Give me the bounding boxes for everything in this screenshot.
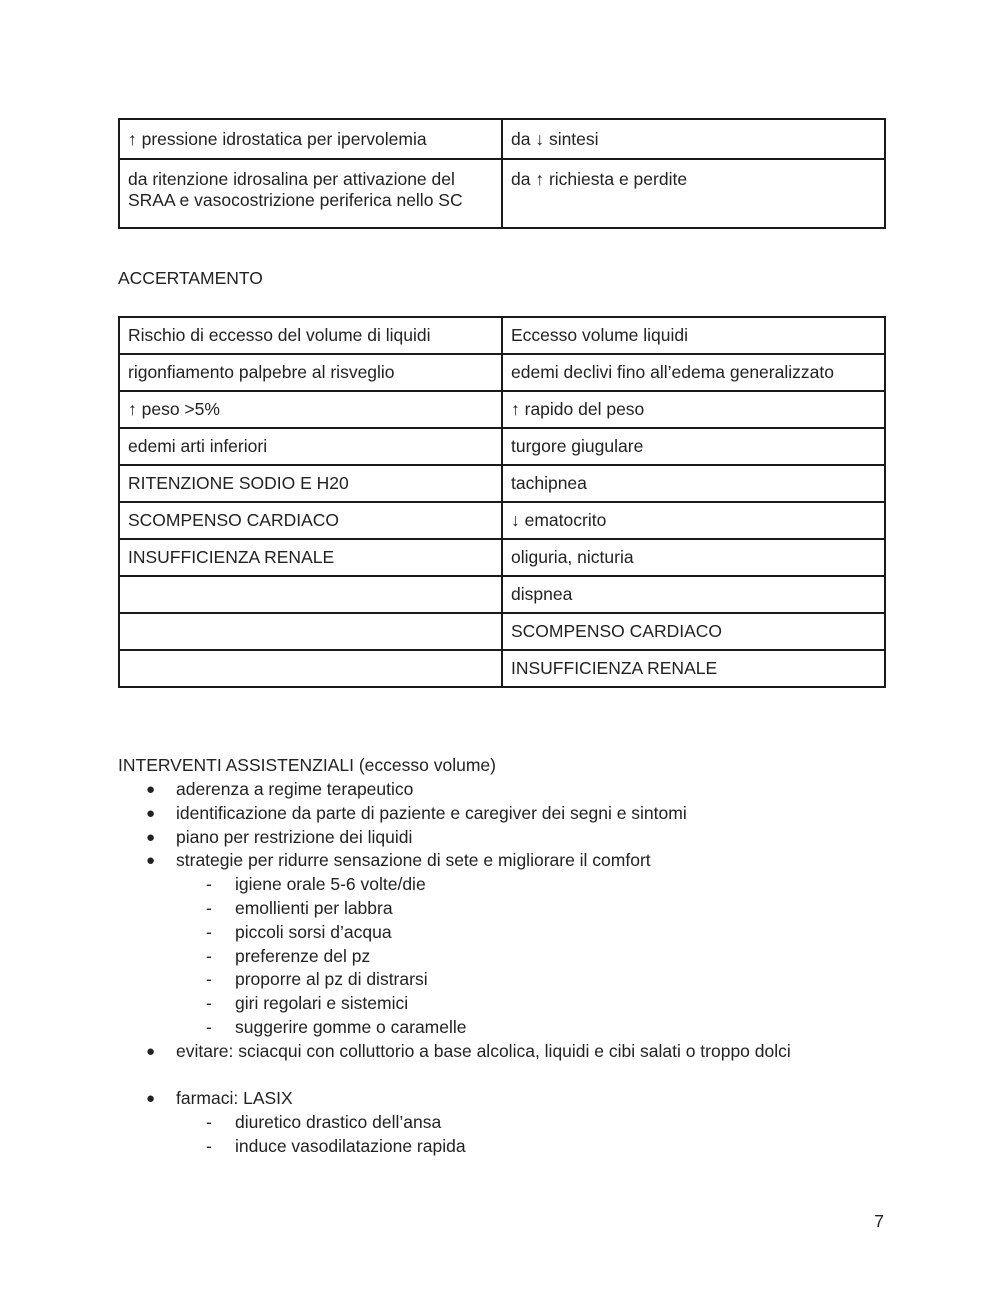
table-cell: oliguria, nicturia xyxy=(502,539,885,576)
sublist-item-text: piccoli sorsi d’acqua xyxy=(235,921,392,942)
list-item-text: farmaci: LASIX xyxy=(176,1088,293,1109)
sublist-item xyxy=(176,921,878,945)
table-cell: RITENZIONE SODIO E H20 xyxy=(119,465,502,502)
sublist-item xyxy=(176,1016,878,1040)
sublist-item xyxy=(176,897,878,921)
bullet-icon: ● xyxy=(146,781,156,798)
dash-icon: - xyxy=(206,969,212,990)
table-cell xyxy=(119,576,502,613)
dash-icon: - xyxy=(206,874,212,895)
comfort-sublist xyxy=(176,873,878,1040)
dash-icon: - xyxy=(206,1135,212,1156)
section-heading-interventi: INTERVENTI ASSISTENZIALI (eccesso volume) xyxy=(118,755,496,775)
bullet-icon: ● xyxy=(146,1042,156,1060)
dash-icon: - xyxy=(206,1016,212,1037)
dash-icon: - xyxy=(206,897,212,918)
sublist-item xyxy=(176,873,878,897)
table-row xyxy=(119,465,885,502)
dash-icon: - xyxy=(206,993,212,1014)
sublist-item xyxy=(176,1111,878,1135)
table-cell: INSUFFICIENZA RENALE xyxy=(119,539,502,576)
table-cell: Eccesso volume liquidi xyxy=(502,317,885,354)
list-item-text: strategie per ridurre sensazione di sete e migliorare il comfort xyxy=(176,850,651,871)
page-number: 7 xyxy=(874,1211,884,1231)
table-cell: ↑ pressione idrostatica per ipervolemia xyxy=(119,119,502,159)
list-item xyxy=(118,826,878,850)
dash-icon: - xyxy=(206,945,212,966)
bullet-icon: ● xyxy=(146,804,156,822)
sublist-item-text: giri regolari e sistemici xyxy=(235,993,409,1014)
table-row xyxy=(119,428,885,465)
table-row xyxy=(119,502,885,539)
table-cell: edemi declivi fino all’edema generalizzato xyxy=(502,354,885,391)
table-cell: SCOMPENSO CARDIACO xyxy=(119,502,502,539)
bullet-icon: ● xyxy=(146,828,156,846)
table-cell: edemi arti inferiori xyxy=(119,428,502,465)
table-row xyxy=(119,119,885,159)
sublist-item-text: igiene orale 5-6 volte/die xyxy=(235,874,426,895)
table-cell: Rischio di eccesso del volume di liquidi xyxy=(119,317,502,354)
list-item xyxy=(118,802,878,826)
table-cell: dispnea xyxy=(502,576,885,613)
table-cell: da ↑ richiesta e perdite xyxy=(502,159,885,228)
table-row xyxy=(119,391,885,428)
sublist-item-text: emollienti per labbra xyxy=(235,897,393,918)
table-cell xyxy=(119,650,502,687)
list-item-text: piano per restrizione dei liquidi xyxy=(176,826,413,847)
sublist-item-text: suggerire gomme o caramelle xyxy=(235,1016,467,1037)
table-cell xyxy=(119,613,502,650)
lasix-sublist xyxy=(176,1111,878,1159)
table-cell: da ↓ sintesi xyxy=(502,119,885,159)
list-item xyxy=(118,778,878,802)
list-item xyxy=(118,1040,878,1064)
sublist-item xyxy=(176,945,878,969)
table-cell: ↓ ematocrito xyxy=(502,502,885,539)
sublist-item-text: preferenze del pz xyxy=(235,945,371,966)
table-cell: tachipnea xyxy=(502,465,885,502)
table-cell: ↑ rapido del peso xyxy=(502,391,885,428)
sublist-item xyxy=(176,992,878,1016)
table-row xyxy=(119,354,885,391)
accertamento-table xyxy=(118,316,886,688)
sublist-item-text: proporre al pz di distrarsi xyxy=(235,969,428,990)
dash-icon: - xyxy=(206,1112,212,1133)
table-cell: da ritenzione idrosalina per attivazione del SRAA e vasocostrizione periferica nello SC xyxy=(119,159,502,228)
table-cell: SCOMPENSO CARDIACO xyxy=(502,613,885,650)
table-row xyxy=(119,650,885,687)
interventi-list xyxy=(118,778,878,1159)
table-row xyxy=(119,317,885,354)
table-cell: turgore giugulare xyxy=(502,428,885,465)
table-cell: INSUFFICIENZA RENALE xyxy=(502,650,885,687)
list-item-text: evitare: sciacqui con colluttorio a base alcolica, liquidi e cibi salati o troppo dolci xyxy=(176,1040,791,1061)
table-row xyxy=(119,159,885,228)
list-item xyxy=(118,849,878,1039)
table-row xyxy=(119,613,885,650)
sublist-item xyxy=(176,1135,878,1159)
list-item-text: identificazione da parte di paziente e caregiver dei segni e sintomi xyxy=(176,802,687,823)
dash-icon: - xyxy=(206,921,212,942)
table-cell: ↑ peso >5% xyxy=(119,391,502,428)
list-item-text: aderenza a regime terapeutico xyxy=(176,779,414,799)
table-row xyxy=(119,539,885,576)
sublist-item-text: diuretico drastico dell’ansa xyxy=(235,1112,442,1133)
sublist-item-text: induce vasodilatazione rapida xyxy=(235,1135,466,1156)
bullet-icon: ● xyxy=(146,852,156,870)
sublist-item xyxy=(176,968,878,992)
list-item xyxy=(118,1087,878,1158)
bullet-icon: ● xyxy=(146,1090,156,1108)
table-row xyxy=(119,576,885,613)
table-cell: rigonfiamento palpebre al risveglio xyxy=(119,354,502,391)
pathophysiology-table xyxy=(118,118,886,229)
section-heading-accertamento: ACCERTAMENTO xyxy=(118,268,263,288)
